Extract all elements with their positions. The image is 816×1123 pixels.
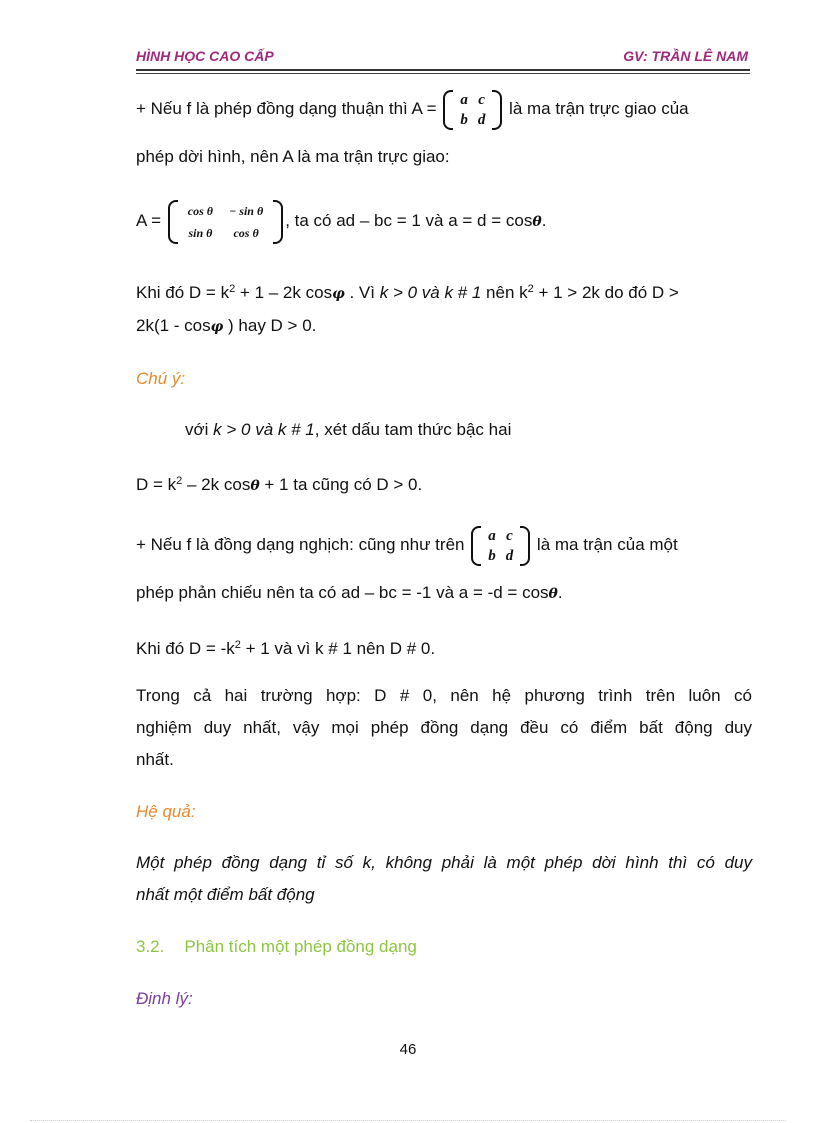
para-line: Khi đó $D = -k^2 + 1$ và vì k # 1 nên D # 0.: [136, 639, 436, 658]
theorem-heading: Định lý:: [136, 989, 193, 1008]
page-bottom-divider: [30, 1120, 786, 1121]
para-conclusion-line: nghiệm duy nhất, vậy mọi phép đồng dạng đều có điểm bất động duy: [136, 718, 752, 737]
section-number: 3.2.: [136, 937, 165, 956]
para-line: 2k(1 - cosφ ) hay D > 0.: [136, 316, 317, 335]
para-line: phép dời hình, nên A là ma trận trực giao:: [136, 147, 450, 166]
para-conclusion-line: Trong cả hai trường hợp: D # 0, nên hệ phương trình trên luôn có: [136, 686, 752, 705]
note-line: với k > 0 và k # 1, xét dấu tam thức bậc hai: [185, 420, 512, 439]
corollary-line: nhất một điểm bất động: [136, 885, 315, 904]
para-indirect-similarity: + Nếu f là đồng dạng nghịch: cũng như trên a c b d là ma trận của một: [136, 527, 678, 564]
page-number: 46: [399, 1041, 417, 1058]
matrix-rotation: cos θ − sin θ sin θ cos θ: [168, 200, 283, 244]
matrix-abcd: a c b d: [471, 526, 530, 566]
note-quadratic: $D = k^2 - 2k$ cosθ + 1 ta cũng có D > 0.: [136, 475, 423, 494]
para-orthogonal-matrix: A = cos θ − sin θ sin θ cos θ , ta có ad – bc = 1 và a = d = cosθ.: [136, 197, 752, 246]
page-header: [136, 48, 750, 68]
header-teacher: GV: TRẦN LÊ NAM: [623, 48, 748, 64]
section-heading: [136, 936, 752, 958]
section-title: Phân tích một phép đồng dạng: [184, 937, 417, 956]
header-rule-thin: [136, 73, 750, 74]
corollary-line: Một phép đồng dạng tỉ số k, không phải là một phép dời hình thì có duy: [136, 853, 752, 872]
matrix-abcd: a c b d: [443, 90, 502, 130]
header-rule-thick: [136, 69, 750, 71]
para-direct-similarity: + Nếu f là phép đồng dạng thuận thì A = a c b d là ma trận trực giao của: [136, 91, 689, 128]
note-heading: Chú ý:: [136, 369, 186, 388]
para-line: phép phản chiếu nên ta có ad – bc = -1 và a = -d = cosθ.: [136, 583, 563, 602]
para-conclusion-line: nhất.: [136, 750, 174, 769]
para-determinant: Khi đó $D = k^2 + 1 - 2k$ cosφ . Vì k > 0 và k # 1 nên $k^2 + 1 > 2k$ do đó D >: [136, 283, 679, 302]
corollary-heading: Hệ quả:: [136, 802, 196, 821]
header-course-title: HÌNH HỌC CAO CẤP: [136, 48, 274, 64]
